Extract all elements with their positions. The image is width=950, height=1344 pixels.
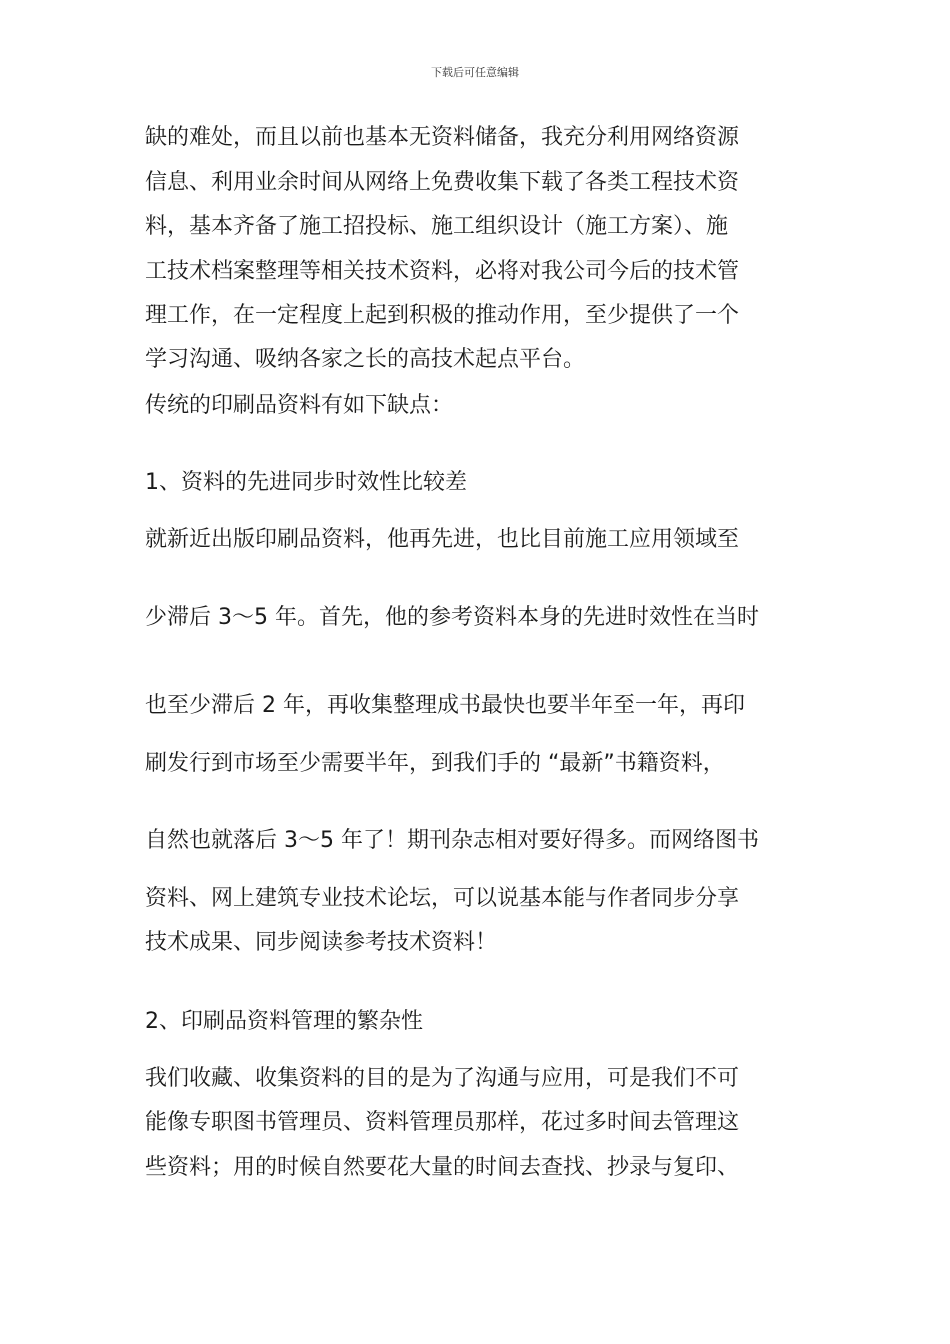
section-heading: 2、印刷品资料管理的繁杂性 xyxy=(145,1009,423,1034)
paragraph-line: 传统的印刷品资料有如下缺点： xyxy=(145,393,454,418)
paragraph-line: 就新近出版印刷品资料，他再先进，也比目前施工应用领域至 xyxy=(145,527,740,552)
paragraph-line: 能像专职图书管理员、资料管理员那样，花过多时间去管理这 xyxy=(145,1110,740,1135)
section-heading: 1、资料的先进同步时效性比较差 xyxy=(145,470,467,495)
paragraph-line: 我们收藏、收集资料的目的是为了沟通与应用，可是我们不可 xyxy=(145,1066,740,1091)
paragraph-line: 工技术档案整理等相关技术资料，必将对我公司今后的技术管 xyxy=(145,259,740,284)
paragraph-line: 学习沟通、吸纳各家之长的高技术起点平台。 xyxy=(145,347,586,372)
paragraph-line: 刷发行到市场至少需要半年，到我们手的 “最新”书籍资料， xyxy=(145,751,725,776)
paragraph-line: 技术成果、同步阅读参考技术资料！ xyxy=(145,930,498,955)
paragraph-line: 也至少滞后 2 年，再收集整理成书最快也要半年至一年，再印 xyxy=(145,693,745,718)
paragraph-line: 信息、利用业余时间从网络上免费收集下载了各类工程技术资 xyxy=(145,170,740,195)
paragraph-line: 资料、网上建筑专业技术论坛，可以说基本能与作者同步分享 xyxy=(145,886,740,911)
paragraph-line: 料，基本齐备了施工招投标、施工组织设计（施工方案）、施 xyxy=(145,214,729,239)
page-header: 下载后可任意编辑 xyxy=(431,66,519,79)
paragraph-line: 缺的难处，而且以前也基本无资料储备，我充分利用网络资源 xyxy=(145,125,740,150)
paragraph-line: 理工作，在一定程度上起到积极的推动作用，至少提供了一个 xyxy=(145,303,740,328)
paragraph-line: 自然也就落后 3～5 年了！期刊杂志相对要好得多。而网络图书 xyxy=(145,828,759,853)
paragraph-line: 些资料；用的时候自然要花大量的时间去查找、抄录与复印、 xyxy=(145,1155,740,1180)
paragraph-line: 少滞后 3～5 年。首先，他的参考资料本身的先进时效性在当时 xyxy=(145,605,759,630)
